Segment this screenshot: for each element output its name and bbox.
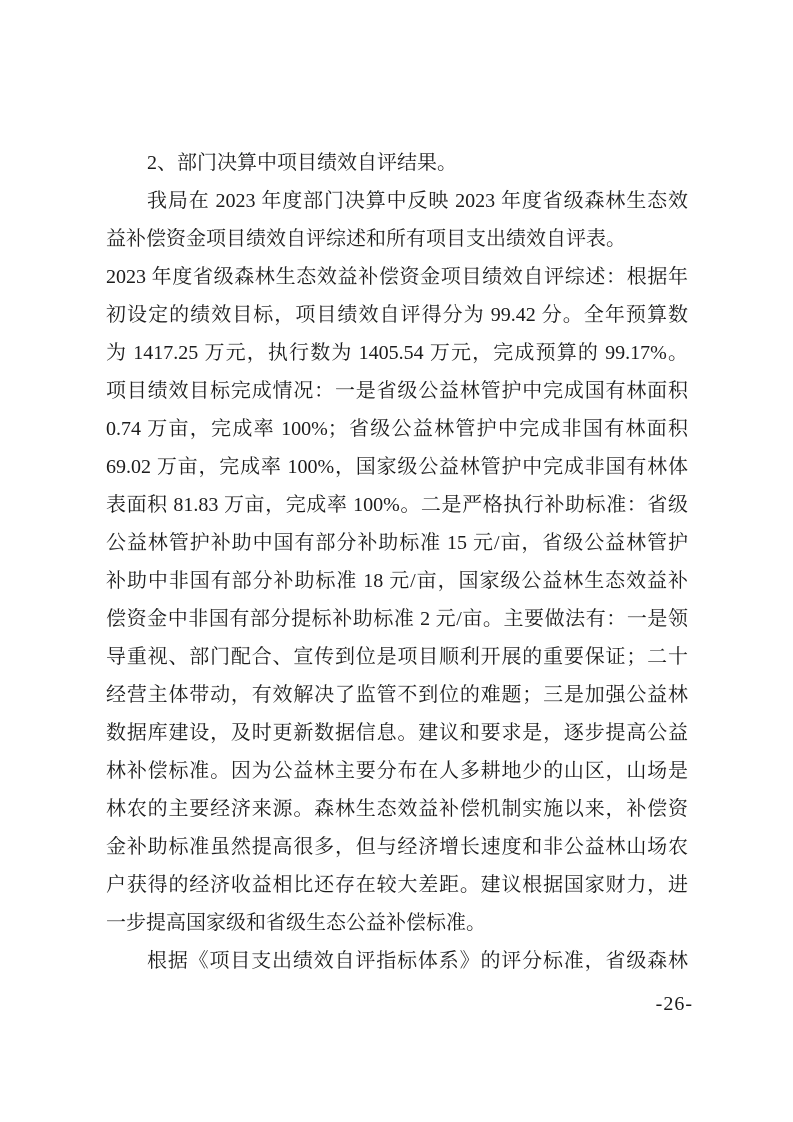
text-line: 益补偿资金项目绩效自评综述和所有项目支出绩效自评表。 (106, 228, 626, 250)
text-line: 户获得的经济收益相比还存在较大差距。建议根据国家财力，进 (106, 874, 688, 896)
text-line: 经营主体带动，有效解决了监管不到位的难题；三是加强公益林 (106, 684, 688, 706)
text-line: 林农的主要经济来源。森林生态效益补偿机制实施以来，补偿资 (106, 798, 688, 820)
text-line: 导重视、部门配合、宣传到位是项目顺利开展的重要保证；二十 (106, 646, 688, 668)
text-line: 2023 年度省级森林生态效益补偿资金项目绩效自评综述：根据年 (106, 266, 688, 288)
text-line: 69.02 万亩，完成率 100%，国家级公益林管护中完成非国有林体 (106, 456, 688, 478)
text-line: 项目绩效目标完成情况：一是省级公益林管护中完成国有林面积 (106, 380, 688, 402)
text-line: 我局在 2023 年度部门决算中反映 2023 年度省级森林生态效 (147, 190, 688, 212)
text-line: 根据《项目支出绩效自评指标体系》的评分标准，省级森林 (147, 950, 688, 972)
text-line: 数据库建设，及时更新数据信息。建议和要求是，逐步提高公益 (106, 722, 688, 744)
text-block (106, 144, 688, 980)
text-line: 为 1417.25 万元，执行数为 1405.54 万元，完成预算的 99.17%。 (106, 342, 688, 364)
page-number: -26- (655, 993, 693, 1015)
text-line: 0.74 万亩，完成率 100%；省级公益林管护中完成非国有林面积 (106, 418, 688, 440)
text-line: 表面积 81.83 万亩，完成率 100%。二是严格执行补助标准：省级 (106, 494, 688, 516)
text-line: 林补偿标准。因为公益林主要分布在人多耕地少的山区，山场是 (106, 760, 688, 782)
text-line: 一步提高国家级和省级生态公益补偿标准。 (106, 912, 486, 934)
text-line: 金补助标准虽然提高很多，但与经济增长速度和非公益林山场农 (106, 836, 688, 858)
text-line: 偿资金中非国有部分提标补助标准 2 元/亩。主要做法有：一是领 (106, 608, 688, 630)
text-line: 公益林管护补助中国有部分补助标准 15 元/亩，省级公益林管护 (106, 532, 688, 554)
text-line: 补助中非国有部分补助标准 18 元/亩，国家级公益林生态效益补 (106, 570, 688, 592)
text-line: 2、部门决算中项目绩效自评结果。 (147, 152, 457, 174)
text-line: 初设定的绩效目标，项目绩效自评得分为 99.42 分。全年预算数 (106, 304, 688, 326)
